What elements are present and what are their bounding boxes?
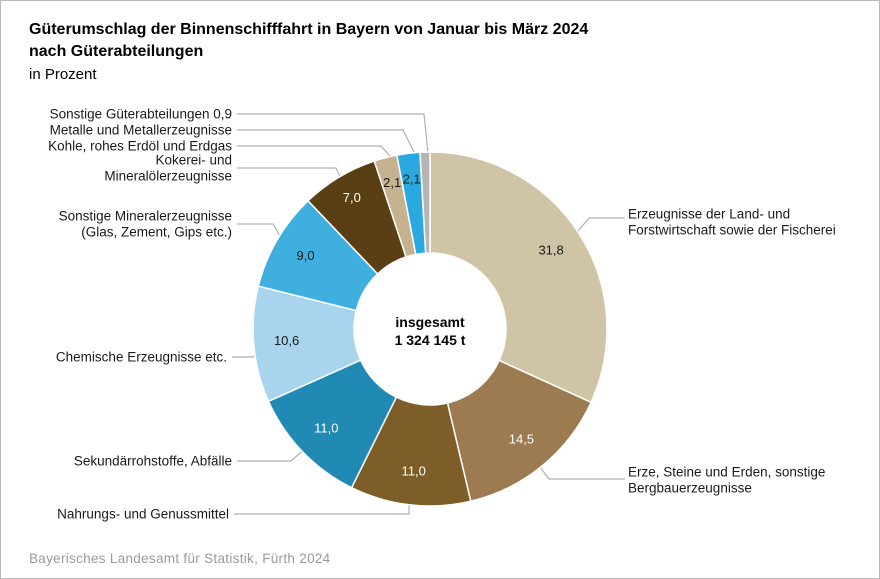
slice-label-line: Sonstige Güterabteilungen 0,9 (49, 106, 232, 122)
slice-label (56, 349, 227, 365)
slice-label-line: Sekundärrohstoffe, Abfälle (73, 453, 232, 469)
slice-label-line: Nahrungs- und Genussmittel (57, 506, 229, 522)
leader-line (237, 130, 417, 158)
slice-label (50, 122, 232, 138)
center-label-line2: 1 324 145 t (394, 331, 466, 348)
source-note: Bayerisches Landesamt für Statistik, Fürth 2024 (29, 551, 331, 566)
page-subtitle: in Prozent (29, 66, 97, 83)
leader-line (237, 448, 306, 461)
slice-label (104, 153, 232, 184)
slice-label (48, 138, 232, 154)
value-label: 11,0 (314, 420, 339, 436)
slice-label-line: Sonstige Mineralerzeugnisse (58, 208, 232, 224)
value-label: 11,0 (401, 463, 426, 479)
page-title-line2: nach Güterabteilungen (29, 43, 204, 60)
value-label: 9,0 (296, 247, 315, 263)
slice-label-line: Erzeugnisse der Land- und (628, 206, 791, 222)
slice-label-line: Chemische Erzeugnisse etc. (55, 349, 227, 365)
value-label: 2,1 (383, 175, 402, 191)
slice-label-line: Forstwirtschaft sowie der Fischerei (628, 222, 836, 237)
value-label: 10,6 (273, 333, 300, 349)
slice-label (59, 209, 232, 240)
center-label-line1: insgesamt (395, 314, 465, 330)
slice-label-line: Mineralölerzeugnisse (104, 168, 232, 183)
donut-center-label (330, 314, 530, 349)
slice-label (50, 106, 232, 122)
slice-label (57, 506, 229, 522)
slice-label (628, 465, 825, 496)
leader-line (237, 168, 344, 186)
page-title-line1: Güterumschlag der Binnenschifffahrt in Bayern von Januar bis März 2024 (29, 21, 589, 38)
value-label: 2,1 (402, 171, 421, 187)
value-label: 31,8 (538, 242, 564, 258)
value-label: 14,5 (508, 431, 535, 447)
leader-line (237, 114, 428, 153)
value-label: 7,0 (342, 190, 361, 206)
slice-label (628, 207, 836, 238)
leader-line (537, 463, 625, 479)
slice-label-line: (Glas, Zement, Gips etc.) (81, 224, 232, 239)
slice-label-line: Metalle und Metallerzeugnisse (49, 122, 232, 138)
slice-label-line: Kohle, rohes Erdöl und Erdgas (48, 138, 232, 154)
slice-label-line: Bergbauerzeugnisse (628, 480, 752, 495)
slice-label-line: Kokerei- und (155, 152, 232, 168)
slice-label-line: Erze, Steine und Erden, sonstige (628, 464, 826, 480)
pie-slice (430, 152, 607, 402)
leader-line (574, 218, 625, 236)
slice-label (74, 453, 232, 469)
